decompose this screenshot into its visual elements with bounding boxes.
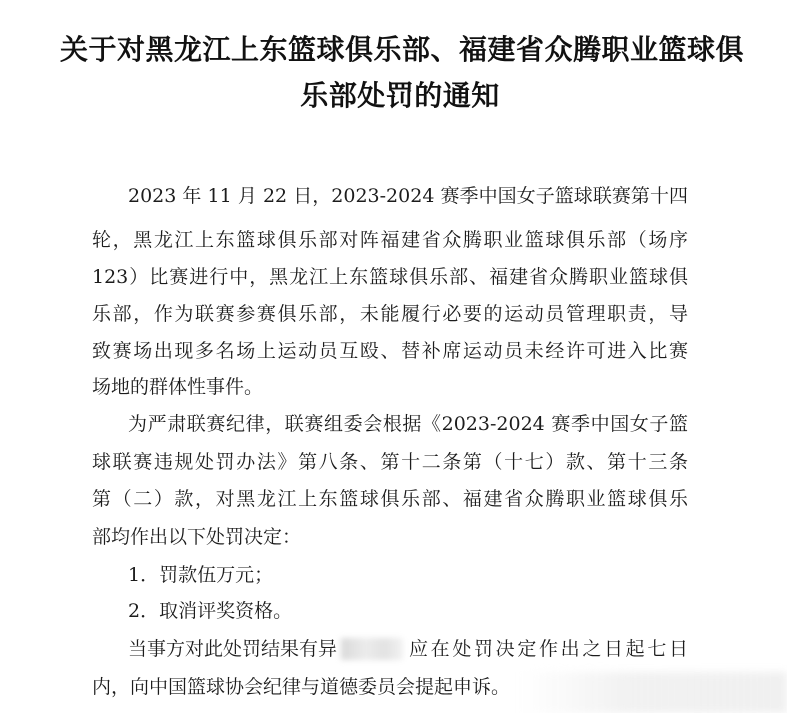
paragraph-1-line-4: 乐部，作为联赛参赛俱乐部，未能履行必要的运动员管理职责，导 bbox=[92, 303, 688, 325]
appeal-line-1-after: 应在处罚决定作出之日起七日 bbox=[409, 638, 688, 660]
appeal-line-1 bbox=[128, 637, 688, 661]
paragraph-2-line-3: 第（二）款，对黑龙江上东篮球俱乐部、福建省众腾职业篮球俱乐 bbox=[92, 488, 688, 510]
appeal-line-2: 内，向中国篮球协会纪律与道德委员会提起申诉。 bbox=[92, 676, 511, 698]
paragraph-1-line-2: 轮，黑龙江上东篮球俱乐部对阵福建省众腾职业篮球俱乐部（场序 bbox=[92, 229, 688, 251]
document-title-line-2: 乐部处罚的通知 bbox=[300, 79, 500, 112]
appeal-line-1-before: 当事方对此处罚结果有异 bbox=[128, 638, 338, 660]
bottom-right-fade bbox=[520, 672, 787, 713]
redacted-blur bbox=[341, 638, 403, 660]
paragraph-1-line-3: 123）比赛进行中，黑龙江上东篮球俱乐部、福建省众腾职业篮球俱 bbox=[92, 266, 688, 288]
paragraph-2-line-4: 部均作出以下处罚决定： bbox=[92, 526, 302, 548]
paragraph-1-line-5: 致赛场出现多名场上运动员互殴、替补席运动员未经许可进入比赛 bbox=[92, 340, 688, 362]
penalty-item-2: 2．取消评奖资格。 bbox=[128, 600, 293, 622]
paragraph-1-line-6: 场地的群体性事件。 bbox=[92, 376, 264, 398]
document-title-line-1: 关于对黑龙江上东篮球俱乐部、福建省众腾职业篮球俱 bbox=[60, 33, 745, 66]
paragraph-2-line-2: 球联赛违规处罚办法》第八条、第十二条第（十七）款、第十三条 bbox=[92, 451, 688, 473]
penalty-item-1: 1．罚款伍万元； bbox=[128, 564, 274, 586]
paragraph-2-line-1: 为严肃联赛纪律，联赛组委会根据《2023-2024 赛季中国女子篮 bbox=[128, 413, 688, 435]
paragraph-1-line-1: 2023 年 11 月 22 日，2023-2024 赛季中国女子篮球联赛第十四 bbox=[128, 185, 688, 207]
